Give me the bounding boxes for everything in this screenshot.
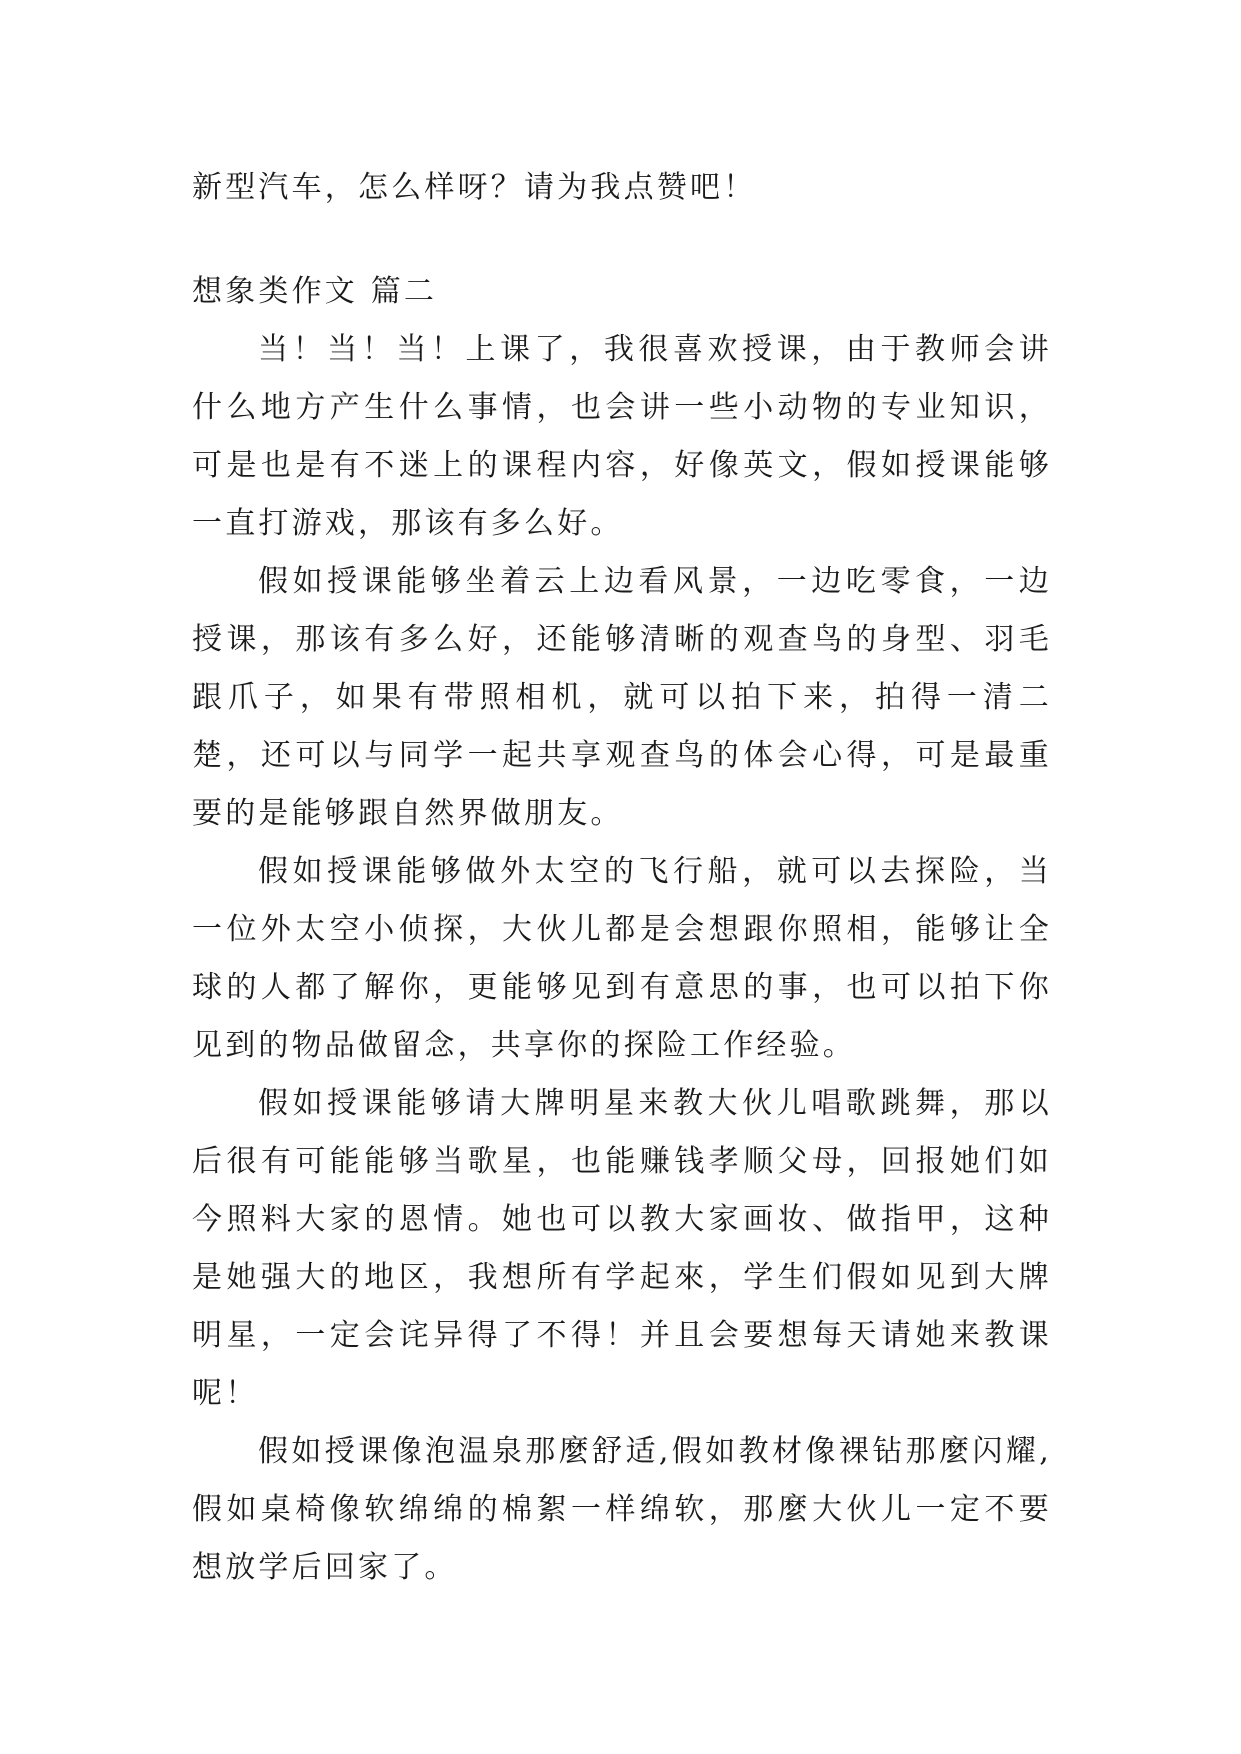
paragraph-5: 假如授课像泡温泉那麼舒适,假如教材像裸钻那麼闪耀,假如桌椅像软绵绵的棉絮一样绵软，那麼大伙儿一定不要想放学后回家了。 bbox=[192, 1434, 1052, 1585]
paragraph-3: 假如授课能够做外太空的飞行船，就可以去探险，当一位外太空小侦探，大伙儿都是会想跟你照相，能够让全球的人都了解你，更能够见到有意思的事，也可以拍下你见到的物品做留念，共享你的探险工作经验。 bbox=[192, 854, 1052, 1063]
paragraph-1: 当！当！当！上课了，我很喜欢授课，由于教师会讲什么地方产生什么事情，也会讲一些小动物的专业知识，可是也是有不迷上的课程内容，好像英文，假如授课能够一直打游戏，那该有多么好。 bbox=[192, 332, 1052, 541]
document-body bbox=[192, 159, 1052, 1597]
paragraph-4: 假如授课能够请大牌明星来教大伙儿唱歌跳舞，那以后很有可能能够当歌星，也能赚钱孝顺父母，回报她们如今照料大家的恩情。她也可以教大家画妆、做指甲，这种是她强大的地区，我想所有学起來，学生们假如见到大牌明星，一定会诧异得了不得！并且会要想每天请她来教课呢！ bbox=[192, 1086, 1052, 1411]
intro-line: 新型汽车，怎么样呀？请为我点赞吧！ bbox=[192, 170, 757, 205]
paragraph-2: 假如授课能够坐着云上边看风景，一边吃零食，一边授课，那该有多么好，还能够清晰的观查鸟的身型、羽毛跟爪子，如果有带照相机，就可以拍下来，拍得一清二楚，还可以与同学一起共享观查鸟的体会心得，可是最重要的是能够跟自然界做朋友。 bbox=[192, 564, 1052, 831]
section-heading: 想象类作文 篇二 bbox=[192, 274, 438, 309]
